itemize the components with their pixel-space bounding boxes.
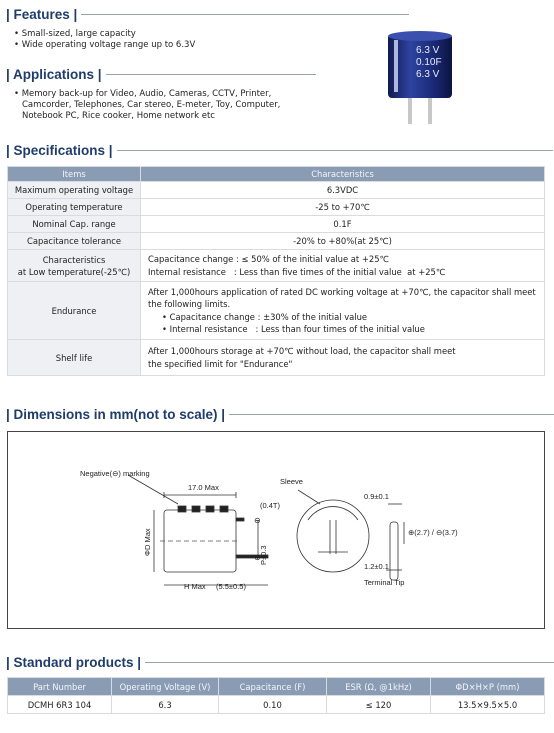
- table-row: [8, 199, 545, 216]
- list-item: • Small-sized, large capacity: [14, 29, 195, 40]
- spec-item: Endurance: [8, 282, 141, 340]
- spec-item: Operating temperature: [8, 199, 141, 216]
- heading-rule: [117, 150, 553, 151]
- spec-item: [8, 250, 141, 282]
- label-hmax: H Max: [184, 582, 206, 591]
- heading-rule: [81, 14, 409, 15]
- heading-rule: [106, 74, 316, 75]
- spec-value: [141, 250, 545, 282]
- cell-esr: ≤ 120: [327, 696, 431, 714]
- features-list: [14, 29, 195, 51]
- spec-value: 6.3VDC: [141, 182, 545, 199]
- heading-rule: [145, 662, 554, 663]
- header-operating-voltage: Operating Voltage (V): [112, 678, 219, 696]
- spec-bullet-text: Capacitance change : ±30% of the initial value: [169, 311, 368, 322]
- spec-value: -20% to +80%(at 25℃): [141, 233, 545, 250]
- applications-list: [14, 89, 280, 122]
- label-dmax: ΦD Max: [143, 528, 152, 556]
- applications-heading: [6, 65, 316, 83]
- label-tab: 0.9±0.1: [364, 492, 389, 501]
- spec-value: -25 to +70℃: [141, 199, 545, 216]
- header-characteristics: Characteristics: [141, 167, 545, 182]
- dimension-drawing-box: [7, 431, 545, 629]
- standard-products-title: | Standard products |: [6, 654, 142, 670]
- capacitor-image: [380, 28, 460, 128]
- dimension-drawing: [8, 432, 544, 628]
- cap-voltage-bottom: 6.3 V: [416, 69, 440, 80]
- table-row: [8, 216, 545, 233]
- spec-item-line: at Low temperature(-25℃): [17, 266, 131, 277]
- list-item: • Memory back-up for Video, Audio, Cameras, CCTV, Printer,: [14, 89, 280, 100]
- cell-operating-voltage: 6.3: [112, 696, 219, 714]
- spec-bullet: • Internal resistance : Less than four times of the initial value: [162, 324, 425, 334]
- label-terminal-tip: Terminal Tip: [364, 578, 405, 587]
- table-row: [8, 250, 545, 282]
- specifications-title: | Specifications |: [6, 142, 113, 158]
- header-dimensions: ΦD×H×P (mm): [431, 678, 545, 696]
- cell-part-number: DCMH 6R3 104: [8, 696, 112, 714]
- table-header-row: [8, 678, 545, 696]
- standard-products-table: [7, 677, 545, 714]
- list-item: • Wide operating voltage range up to 6.3V: [14, 40, 195, 51]
- spec-value: 0.1F: [141, 216, 545, 233]
- label-lead: (5.5±0.5): [216, 582, 246, 591]
- table-row: [8, 182, 545, 199]
- header-part-number: Part Number: [8, 678, 112, 696]
- svg-text:⊖: ⊖: [254, 516, 261, 525]
- table-row: [8, 282, 545, 340]
- spec-value: [141, 282, 545, 340]
- applications-title: | Applications |: [6, 66, 102, 82]
- spec-item-line: Characteristics: [42, 254, 106, 265]
- spec-line: After 1,000hours storage at +70℃ without load, the capacitor shall meet: [148, 345, 456, 356]
- list-item-cont: Camcorder, Telephones, Car stereo, E-meter, Toy, Computer,: [22, 100, 281, 110]
- spec-line: After 1,000hours application of rated DC working voltage at +70℃, the capacitor shall meet: [148, 286, 536, 297]
- spec-item: Maximum operating voltage: [8, 182, 141, 199]
- header-esr: ESR (Ω, @1kHz): [327, 678, 431, 696]
- label-sleeve: Sleeve: [280, 477, 303, 486]
- table-row: [8, 233, 545, 250]
- cell-capacitance: 0.10: [219, 696, 327, 714]
- label-width: 17.0 Max: [188, 483, 219, 492]
- cell-dimensions: 13.5×9.5×5.0: [431, 696, 545, 714]
- spec-item: Nominal Cap. range: [8, 216, 141, 233]
- label-pitch: P±0.3: [259, 545, 268, 565]
- label-bottom: 1.2±0.1: [364, 562, 389, 571]
- heading-rule: [229, 414, 554, 415]
- standard-products-heading: [6, 653, 554, 671]
- spec-bullet-text: Internal resistance : Less than four times of the initial value: [169, 324, 425, 334]
- table-row: [8, 340, 545, 376]
- specifications-table: [7, 166, 545, 376]
- spec-item: Capacitance tolerance: [8, 233, 141, 250]
- label-04t: (0.4T): [260, 501, 281, 510]
- svg-text:⊕: ⊕: [254, 553, 261, 562]
- cap-capacitance: 0.10F: [416, 57, 442, 68]
- header-capacitance: Capacitance (F): [219, 678, 327, 696]
- dimensions-heading: [6, 405, 554, 423]
- features-title: | Features |: [6, 6, 78, 22]
- header-items: Items: [8, 167, 141, 182]
- spec-value: [141, 340, 545, 376]
- table-header-row: [8, 167, 545, 182]
- features-heading: [6, 5, 409, 23]
- dimensions-title: | Dimensions in mm(not to scale) |: [6, 406, 226, 422]
- spec-line: the specified limit for "Endurance": [148, 358, 293, 369]
- spec-line: Internal resistance : Less than five times of the initial value at +25℃: [148, 266, 446, 277]
- spec-line: the following limits.: [148, 299, 231, 309]
- cap-voltage-top: 6.3 V: [416, 45, 440, 56]
- label-pos-neg: ⊕(2.7) / ⊖(3.7): [408, 528, 458, 537]
- spec-item: Shelf life: [8, 340, 141, 376]
- list-item-cont: Notebook PC, Rice cooker, Home network etc: [22, 111, 215, 121]
- spec-bullet: • Capacitance change : ±30% of the initial value: [162, 311, 368, 322]
- specifications-heading: [6, 141, 553, 159]
- table-row: [8, 696, 545, 714]
- spec-line: Capacitance change : ≤ 50% of the initial value at +25℃: [148, 253, 389, 264]
- label-negative-marking: Negative(⊖) marking: [80, 469, 150, 478]
